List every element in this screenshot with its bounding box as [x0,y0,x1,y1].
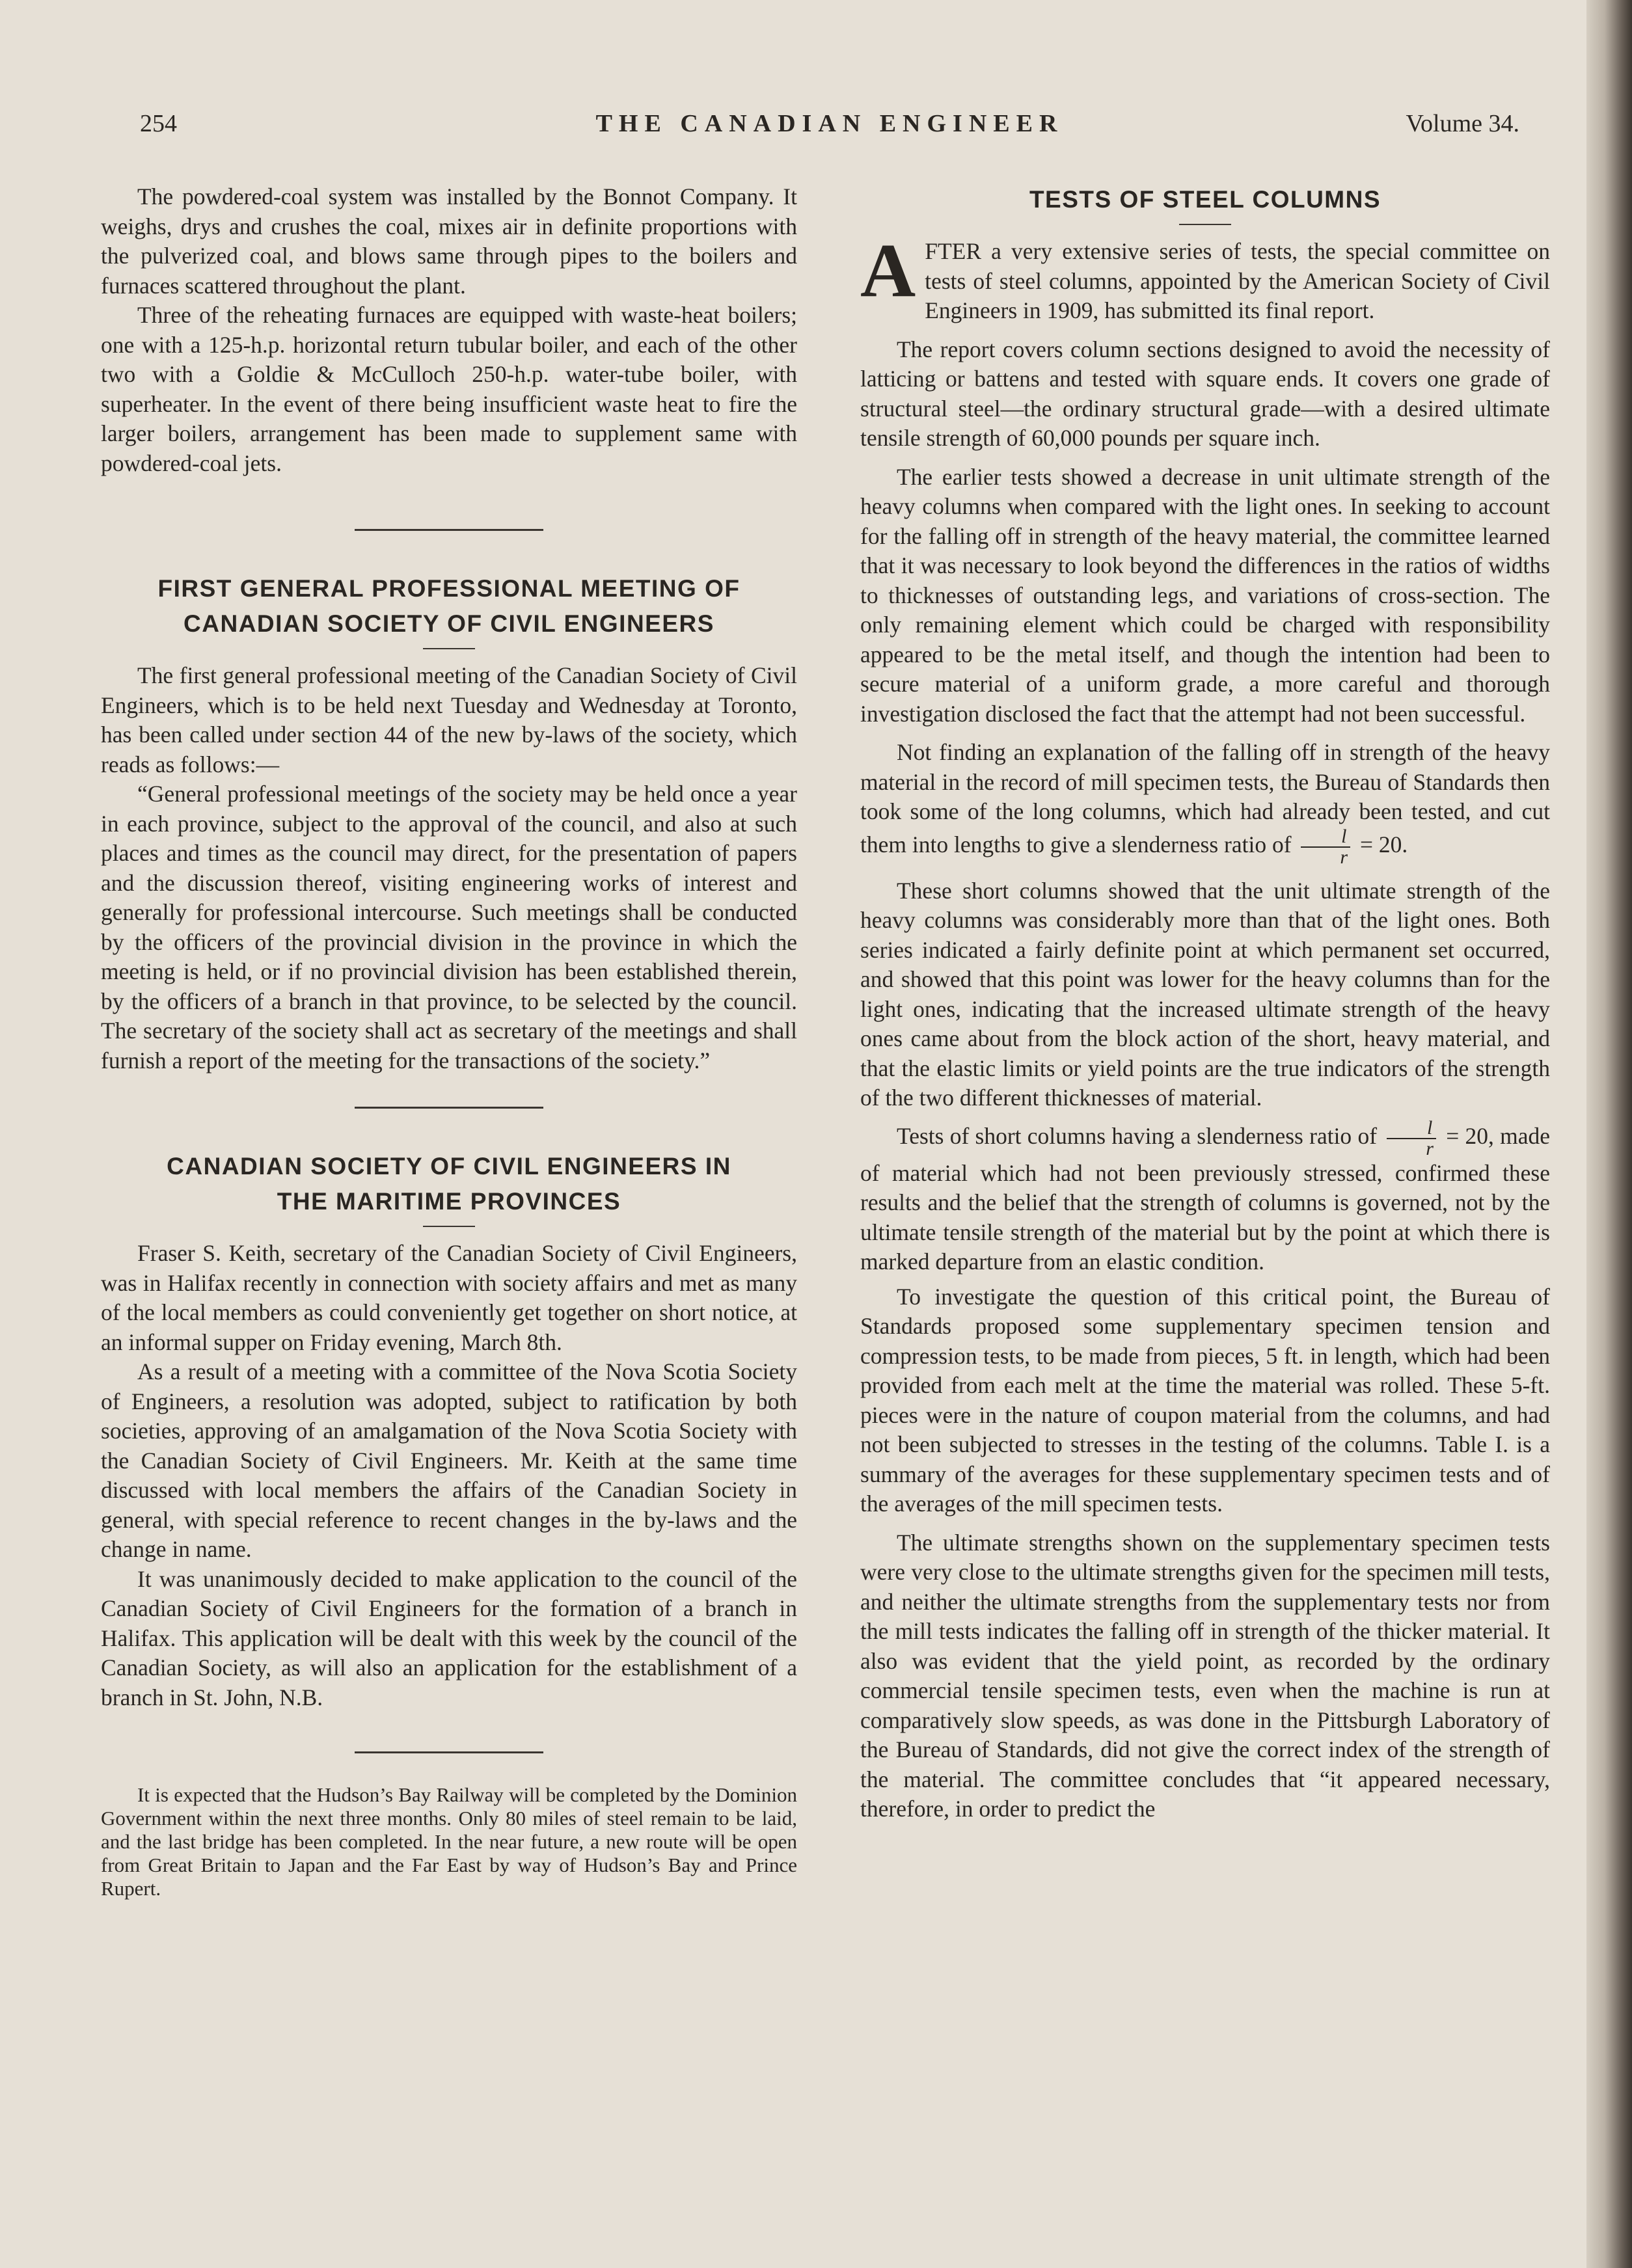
section-title-line: CANADIAN SOCIETY OF CIVIL ENGINEERS [184,610,714,637]
paragraph: Three of the reheating furnaces are equipped with waste-heat boilers; one with a 125-h.p. horizontal return tubular boiler, and each of the other two with a Goldie & McCulloch 250-h.p. water-tube boiler, with superheater. In the event of there being insufficient waste heat to fire the larger boilers, arrangement has been made to supplement same with powdered-coal jets. [101,302,797,476]
paragraph: The report covers column sections designed to avoid the necessity of latticing or battens and tested with square ends. It covers one grade of structural steel—the ordinary structural grade—with a desired ultimate tensile strength of 60,000 pounds per square inch. [860,336,1550,451]
fraction-numerator: l [1387,1118,1436,1139]
journal-title: THE CANADIAN ENGINEER [595,110,1064,137]
fraction-numerator: l [1301,827,1350,848]
paragraph: Fraser S. Keith, secretary of the Canadian Society of Civil Engineers, was in Halifax recently in connection with society affairs and met as many of the local members as could conveniently get together on short notice, at an informal supper on Friday evening, March 8th. [101,1240,797,1355]
paragraph: The first general professional meeting of the Canadian Society of Civil Engineers, which is to be held next Tuesday and Wednesday at Toronto, has been called under section 44 of the new by-laws of the society, which reads as follows:— [101,662,797,777]
first-paragraph-text: FTER a very extensive series of tests, the special committee on tests of steel columns, appointed by the American Society of Civil Engineers in 1909, has submitted its final report. [925,238,1550,323]
paragraph: The earlier tests showed a decrease in unit ultimate strength of the heavy columns when compared with the light ones. In seeking to account for the falling off in strength of the heavy material, the committee learned that it was necessary to look beyond the differences in the ratios of widths to thicknesses of outstanding legs, and variations of cross-section. The only remaining element which could be charged with responsibility appeared to be the metal itself, and though the intention had been to secure material of a uniform grade, a more careful and thorough investigation disclosed the fact that the attempt had not been successful. [860,463,1550,727]
section-title [101,1149,797,1219]
paragraph [860,738,1550,867]
title-rule [423,648,475,649]
section-title [101,571,797,641]
ratio-paragraph-text: Not finding an explanation of the falling off in strength of the heavy material in the record of mill specimen tests, the Bureau of Standards then took some of the long columns, which had already been tested, and cut them into lengths to give a slenderness ratio of [860,739,1550,857]
volume-label: Volume 34. [1406,110,1519,137]
paragraph: It was unanimously decided to make application to the council of the Canadian Society of Civil Engineers for the formation of a branch in Halifax. This application will be dealt with this week by the council of the Canadian Society, as will also an application for the establishment of a branch in St. John, N.B. [101,1565,797,1710]
article-title: TESTS OF STEEL COLUMNS [1029,186,1381,213]
paragraph: To investigate the question of this critical point, the Bureau of Standards proposed some supplementary specimen tension and compression tests, to be made from pieces, 5 ft. in length, which had been provided from each melt at the time the material was rolled. These 5-ft. pieces were in the nature of coupon material from the columns, and had not been subjected to stresses in the testing of the columns. Table I. is a summary of the averages for these supplementary specimen tests and of the averages of the mill specimen tests. [860,1283,1550,1517]
title-rule [423,1226,475,1227]
section-title-line: FIRST GENERAL PROFESSIONAL MEETING OF [157,575,741,602]
paragraph: “General professional meetings of the society may be held once a year in each province, subject to the approval of the council, and also at such places and times as the council may direct, for the presentation of papers and the discussion thereof, visiting engineering works of interest and generally for professional intercourse. Such meetings shall be conducted by the officers of the provincial division in the province in which the meeting is held, or if no provincial division has been established therein, by the officers of a branch in that province, to be selected by the council. The secretary of the society shall act as secretary of the meetings and shall furnish a report of the meeting for the transactions of the society.” [101,781,797,1073]
drop-cap: A [860,228,916,313]
slenderness-fraction [1301,827,1350,867]
slenderness-fraction [1387,1118,1436,1159]
tests-text-before: Tests of short columns having a slenderness ratio of [897,1122,1378,1149]
paragraph: As a result of a meeting with a committee of the Nova Scotia Society of Engineers, a resolution was adopted, subject to ratification by both societies, approving of an amalgamation of the Nova Scotia Society with the Canadian Society of Civil Engineers. Mr. Keith at the same time discussed with local members the affairs of the Canadian Society in general, with special reference to recent changes in the by-laws and the change in name. [101,1358,797,1562]
page-header [140,109,1519,148]
section-title-line: THE MARITIME PROVINCES [277,1188,621,1215]
paragraph: The powdered-coal system was installed by the Bonnot Company. It weighs, drys and crushes the coal, mixes air in definite proportions with the pulverized coal, and blows same through pipes to the boilers and furnaces scattered throughout the plant. [101,183,797,299]
news-note [101,1783,797,1900]
paragraph [860,228,1550,326]
left-column [101,182,797,1900]
section-title-line: CANADIAN SOCIETY OF CIVIL ENGINEERS IN [167,1153,731,1180]
page-number: 254 [140,110,177,137]
ratio-value: = 20. [1359,831,1408,857]
paragraph: These short columns showed that the unit ultimate strength of the heavy columns was considerably more than that of the light ones. Both series indicated a fairly definite point at which permanent set occurred, and showed that this point was lower for the heavy columns than for the light ones, indicating that the increased ultimate strength of the heavy ones came about from the block action of the short, heavy material, and that the elastic limits or yield points are the true indicators of the strength of the two different thicknesses of material. [860,877,1550,1111]
title-rule [1179,224,1231,225]
paragraph: The ultimate strengths shown on the supplementary specimen tests were very close to the ultimate strengths given for the specimen mill tests, and neither the ultimate strengths from the supplementary tests nor from the mill tests indicates the falling off in strength of the thicker material. It also was evident that the yield point, as recorded by the ordinary commercial tensile specimen tests, even when the machine is run at comparatively slow speeds, as was done in the Pittsburgh Laboratory of the Bureau of Standards, did not give the correct index of the strength of the material. The committee concludes that “it appeared necessary, therefore, in order to predict the [860,1529,1550,1822]
paragraph [860,1118,1550,1277]
note-paragraph: It is expected that the Hudson’s Bay Railway will be completed by the Dominion Government within the next three months. Only 80 miles of steel remain to be laid, and the last bridge has been completed. In the near future, a new route will be open from Great Britain to Japan and the Far East by way of Hudson’s Bay and Prince Rupert. [101,1783,797,1900]
page-binding-edge [1586,0,1632,2268]
fraction-denominator: r [1340,846,1348,868]
tests-text-after: = 20, made of material which had not been previously stressed, confirmed these results and the belief that the strength of columns is governed, not by the ultimate tensile strength of the material but by the point at which there is marked departure from an elastic condition. [860,1122,1551,1275]
right-column [860,182,1550,1824]
fraction-denominator: r [1426,1137,1434,1159]
